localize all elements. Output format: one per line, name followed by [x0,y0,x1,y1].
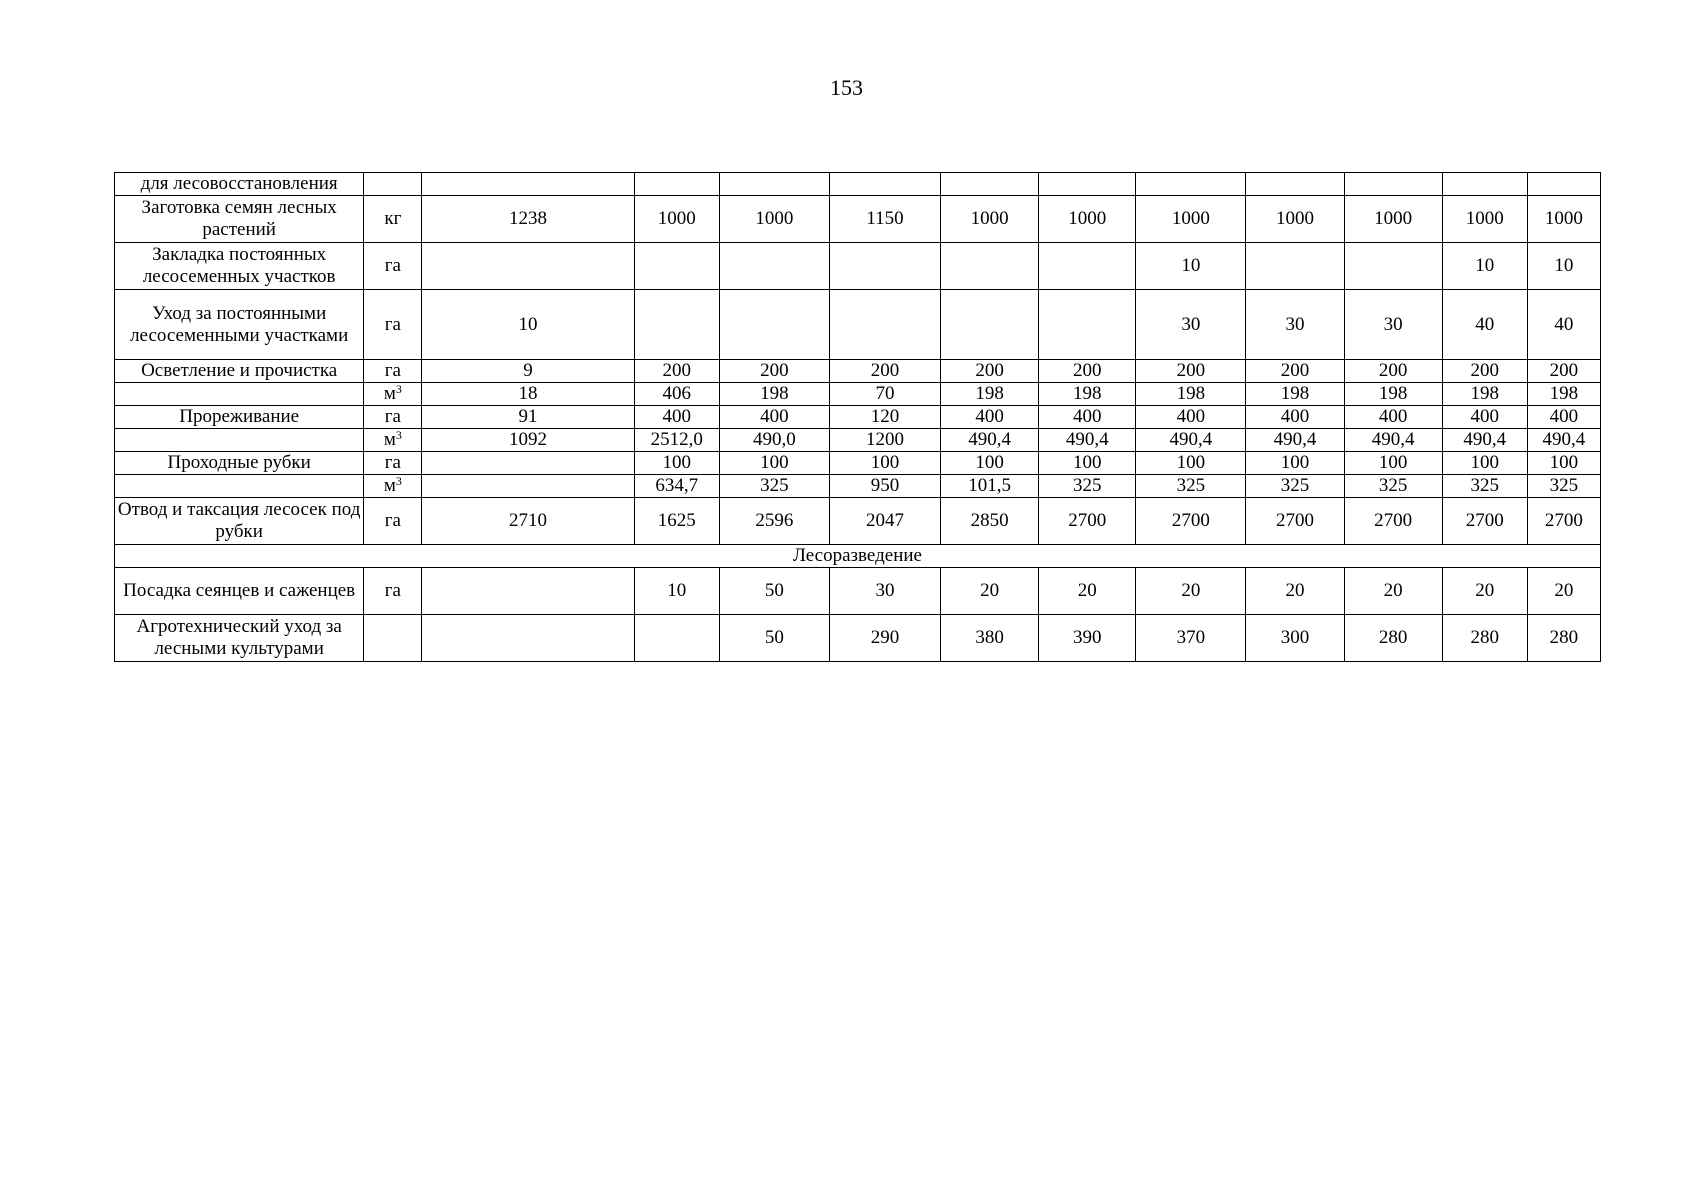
value-cell: 20 [1039,568,1136,615]
value-cell: 1150 [829,196,940,243]
value-cell: 10 [634,568,719,615]
activity-cell: для лесовосстановления [115,173,364,196]
value-cell: 200 [941,360,1039,383]
table-row [115,173,1601,196]
value-cell: 490,4 [1136,429,1246,452]
value-cell [1246,173,1344,196]
value-cell: 1000 [1246,196,1344,243]
value-cell: 91 [422,406,634,429]
value-cell: 101,5 [941,475,1039,498]
value-cell: 2596 [719,498,829,545]
value-cell [634,173,719,196]
value-cell: 30 [829,568,940,615]
value-cell: 1000 [1344,196,1442,243]
value-cell: 20 [1136,568,1246,615]
value-cell: 198 [1344,383,1442,406]
value-cell [634,243,719,290]
unit-cell [364,406,422,429]
value-cell: 198 [1527,383,1600,406]
value-cell: 198 [1136,383,1246,406]
value-cell [422,173,634,196]
value-cell: 280 [1527,615,1600,662]
page-number: 153 [830,75,863,100]
value-cell: 950 [829,475,940,498]
value-cell: 1000 [719,196,829,243]
value-cell: 200 [1442,360,1527,383]
value-cell: 198 [1039,383,1136,406]
value-cell: 1092 [422,429,634,452]
value-cell: 490,4 [1246,429,1344,452]
activity-cell: Закладка постоянных лесосеменных участков [115,243,364,290]
value-cell: 325 [1527,475,1600,498]
value-cell: 490,4 [1527,429,1600,452]
value-cell: 1000 [1527,196,1600,243]
value-cell: 30 [1246,290,1344,360]
value-cell: 30 [1344,290,1442,360]
value-cell [1136,173,1246,196]
activity-cell: Уход за постоянными лесосеменными участками [115,290,364,360]
value-cell: 200 [719,360,829,383]
value-cell: 1000 [1039,196,1136,243]
table-row [115,615,1601,662]
value-cell: 1200 [829,429,940,452]
value-cell [941,243,1039,290]
value-cell [719,290,829,360]
unit-cell [364,173,422,196]
value-cell [422,452,634,475]
unit-cell [364,568,422,615]
value-cell: 406 [634,383,719,406]
value-cell [1344,243,1442,290]
activity-cell: Прореживание [115,406,364,429]
value-cell: 400 [719,406,829,429]
value-cell: 1000 [634,196,719,243]
section-header-afforestation: Лесоразведение [115,545,1601,568]
unit-text: га [384,580,401,601]
value-cell: 400 [1039,406,1136,429]
value-cell: 490,4 [1442,429,1527,452]
value-cell [1039,243,1136,290]
value-cell: 100 [634,452,719,475]
unit-text: м [383,475,396,496]
table-row [115,429,1601,452]
unit-superscript: 3 [395,474,402,488]
unit-text: га [384,313,401,335]
value-cell [634,290,719,360]
value-cell: 2700 [1246,498,1344,545]
value-cell: 400 [1527,406,1600,429]
value-cell: 100 [1527,452,1600,475]
value-cell: 400 [1246,406,1344,429]
activity-cell [115,429,364,452]
activity-cell: Агротехнический уход за лесными культурами [115,615,364,662]
value-cell: 400 [634,406,719,429]
value-cell: 490,4 [1344,429,1442,452]
section-header-row [115,545,1601,568]
value-cell: 10 [422,290,634,360]
value-cell: 370 [1136,615,1246,662]
value-cell: 400 [1442,406,1527,429]
value-cell: 100 [1246,452,1344,475]
value-cell: 50 [719,568,829,615]
value-cell: 100 [1039,452,1136,475]
value-cell: 30 [1136,290,1246,360]
value-cell: 1238 [422,196,634,243]
value-cell: 1625 [634,498,719,545]
table-row [115,498,1601,545]
value-cell [719,173,829,196]
value-cell [829,243,940,290]
value-cell: 490,4 [1039,429,1136,452]
value-cell: 10 [1136,243,1246,290]
value-cell: 198 [1246,383,1344,406]
value-cell: 634,7 [634,475,719,498]
value-cell: 1000 [941,196,1039,243]
unit-text: га [384,255,401,276]
value-cell: 400 [1136,406,1246,429]
forestry-plan-table [114,172,1601,662]
table-row [115,290,1601,360]
section-header-row-group [115,545,1601,568]
value-cell: 10 [1442,243,1527,290]
value-cell: 2710 [422,498,634,545]
value-cell: 198 [1442,383,1527,406]
value-cell: 100 [829,452,940,475]
value-cell [1344,173,1442,196]
value-cell: 325 [1442,475,1527,498]
value-cell: 400 [941,406,1039,429]
table-row [115,383,1601,406]
value-cell [422,475,634,498]
value-cell: 2047 [829,498,940,545]
value-cell: 2700 [1039,498,1136,545]
value-cell: 325 [1246,475,1344,498]
value-cell: 20 [1527,568,1600,615]
unit-cell [364,196,422,243]
unit-cell [364,383,422,406]
value-cell [1442,173,1527,196]
activity-cell: Заготовка семян лесных растений [115,196,364,243]
value-cell: 2700 [1136,498,1246,545]
activity-cell: Проходные рубки [115,452,364,475]
table-row [115,360,1601,383]
value-cell: 20 [1442,568,1527,615]
table-row [115,243,1601,290]
value-cell: 2700 [1344,498,1442,545]
table-row [115,196,1601,243]
value-cell: 325 [719,475,829,498]
unit-text: га [384,406,401,427]
value-cell: 2512,0 [634,429,719,452]
unit-text: кг [384,208,402,229]
value-cell [1246,243,1344,290]
value-cell: 100 [1136,452,1246,475]
activity-cell: Осветление и прочистка [115,360,364,383]
value-cell: 9 [422,360,634,383]
value-cell: 200 [634,360,719,383]
value-cell: 280 [1344,615,1442,662]
value-cell [422,615,634,662]
activity-cell: Посадка сеянцев и саженцев [115,568,364,615]
value-cell: 1000 [1136,196,1246,243]
activity-cell [115,475,364,498]
value-cell: 380 [941,615,1039,662]
value-cell: 200 [1246,360,1344,383]
unit-cell [364,498,422,545]
value-cell: 120 [829,406,940,429]
unit-text: га [384,510,401,531]
unit-text: м [383,429,396,450]
value-cell [422,568,634,615]
value-cell [941,173,1039,196]
value-cell: 325 [1344,475,1442,498]
value-cell: 18 [422,383,634,406]
unit-text: га [384,452,401,473]
value-cell: 325 [1136,475,1246,498]
value-cell: 290 [829,615,940,662]
value-cell: 40 [1527,290,1600,360]
value-cell: 280 [1442,615,1527,662]
value-cell [1039,173,1136,196]
unit-cell [364,360,422,383]
activity-cell: Отвод и таксация лесосек под рубки [115,498,364,545]
value-cell: 50 [719,615,829,662]
value-cell: 198 [719,383,829,406]
value-cell: 40 [1442,290,1527,360]
value-cell: 200 [1527,360,1600,383]
value-cell: 100 [1442,452,1527,475]
value-cell [941,290,1039,360]
value-cell [1039,290,1136,360]
value-cell: 2700 [1442,498,1527,545]
value-cell: 20 [1344,568,1442,615]
value-cell: 198 [941,383,1039,406]
value-cell: 20 [941,568,1039,615]
value-cell [829,173,940,196]
value-cell [1527,173,1600,196]
value-cell: 100 [1344,452,1442,475]
value-cell: 2850 [941,498,1039,545]
unit-superscript: 3 [395,428,402,442]
unit-text: га [384,360,401,381]
value-cell: 1000 [1442,196,1527,243]
unit-cell [364,243,422,290]
value-cell: 100 [719,452,829,475]
table-row [115,406,1601,429]
table-body-forest-regeneration [115,173,1601,545]
value-cell: 2700 [1527,498,1600,545]
value-cell: 390 [1039,615,1136,662]
unit-cell [364,429,422,452]
value-cell: 200 [1039,360,1136,383]
value-cell: 20 [1246,568,1344,615]
table-row [115,568,1601,615]
value-cell [719,243,829,290]
value-cell [829,290,940,360]
value-cell: 300 [1246,615,1344,662]
unit-superscript: 3 [395,382,402,396]
value-cell: 490,4 [941,429,1039,452]
unit-cell [364,452,422,475]
activity-cell [115,383,364,406]
table-row [115,452,1601,475]
value-cell: 325 [1039,475,1136,498]
unit-cell [364,615,422,662]
table-row [115,475,1601,498]
value-cell: 10 [1527,243,1600,290]
value-cell [634,615,719,662]
unit-cell [364,475,422,498]
value-cell: 200 [1136,360,1246,383]
table-body-afforestation [115,568,1601,662]
value-cell: 70 [829,383,940,406]
unit-text: м [383,383,396,404]
value-cell [422,243,634,290]
value-cell: 100 [941,452,1039,475]
unit-cell [364,290,422,360]
value-cell: 490,0 [719,429,829,452]
value-cell: 400 [1344,406,1442,429]
value-cell: 200 [1344,360,1442,383]
value-cell: 200 [829,360,940,383]
